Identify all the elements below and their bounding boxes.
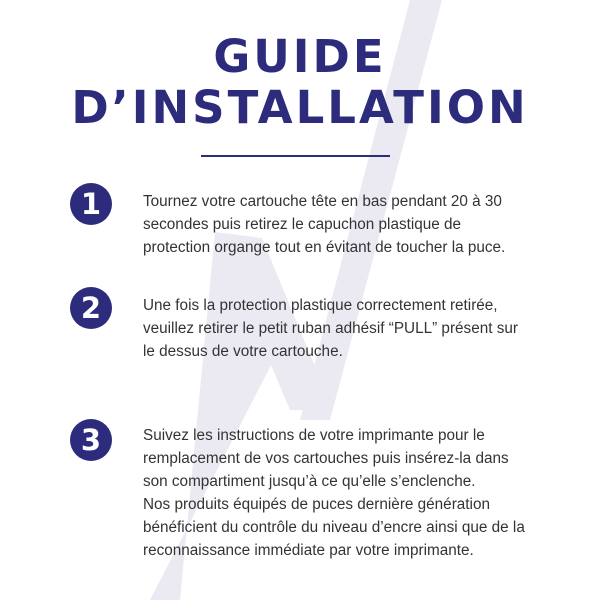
- step-3-line: reconnaissance immédiate par votre imprimante.: [143, 542, 474, 559]
- page-title-line-2: D’INSTALLATION: [71, 81, 529, 134]
- step-1-line: Tournez votre cartouche tête en bas pendant 20 à 30: [143, 193, 502, 210]
- step-3-line: Suivez les instructions de votre imprimante pour le: [143, 427, 485, 444]
- title-divider: [201, 155, 390, 157]
- step-2-line: veuillez retirer le petit ruban adhésif “PULL” présent sur: [143, 320, 518, 337]
- step-2-line: Une fois la protection plastique correctement retirée,: [143, 297, 498, 314]
- step-3-badge: 3: [70, 419, 112, 461]
- page-title-line-1: GUIDE: [213, 30, 387, 83]
- step-2-badge: 2: [70, 287, 112, 329]
- step-2-line: le dessus de votre cartouche.: [143, 343, 343, 360]
- step-2-instructions: [143, 294, 563, 363]
- step-3-line: remplacement de vos cartouches puis insérez-la dans: [143, 450, 509, 467]
- step-1-line: protection organge tout en évitant de toucher la puce.: [143, 239, 506, 256]
- step-1-line: secondes puis retirez le capuchon plastique de: [143, 216, 462, 233]
- step-1-instructions: [143, 190, 563, 259]
- step-3-line: Nos produits équipés de puces dernière génération: [143, 496, 490, 513]
- step-3-line: son compartiment jusqu’à ce qu’elle s’enclenche.: [143, 473, 476, 490]
- step-3-line: bénéficient du contrôle du niveau d’encre ainsi que de la: [143, 519, 525, 536]
- step-1-badge: 1: [70, 183, 112, 225]
- step-3-instructions: [143, 424, 563, 562]
